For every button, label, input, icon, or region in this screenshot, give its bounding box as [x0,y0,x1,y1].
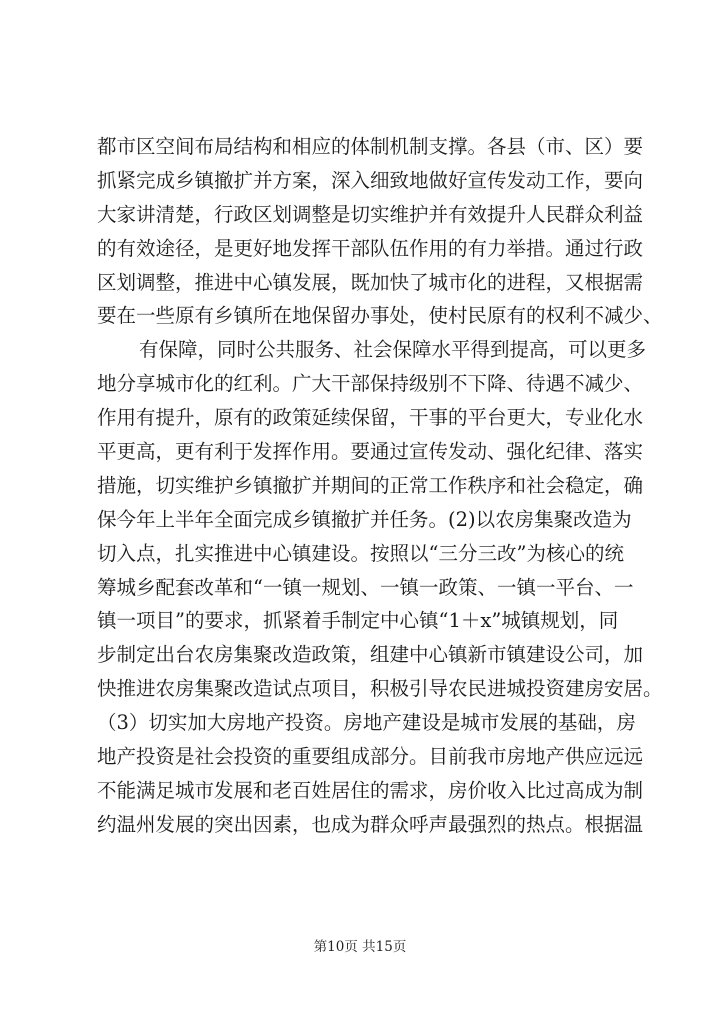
text-line: 区划调整，推进中心镇发展，既加快了城市化的进程，又根据需 [97,270,644,294]
page-number: 第10页 共15页 [313,939,407,955]
text-line: 地分享城市化的红利。广大干部保持级别不下降、待遇不减少、 [97,372,644,396]
text-line: 的有效途径，是更好地发挥干部队伍作用的有力举措。通过行政 [97,236,644,260]
text-line: 约温州发展的突出因素，也成为群众呼声最强烈的热点。根据温 [97,812,644,836]
text-line: 镇一项目”的要求，抓紧着手制定中心镇“1＋x”城镇规划，同 [97,609,619,633]
text-line: 措施，切实维护乡镇撤扩并期间的正常工作秩序和社会稳定，确 [97,473,644,497]
text-line: 大家讲清楚，行政区划调整是切实维护并有效提升人民群众利益 [97,202,644,226]
text-line: 地产投资是社会投资的重要组成部分。目前我市房地产供应远远 [97,745,644,769]
text-line: 保今年上半年全面完成乡镇撤扩并任务。(2)以农房集聚改造为 [97,507,632,531]
text-line: 快推进农房集聚改造试点项目，积极引导农民进城投资建房安居。 [97,677,663,701]
text-line: 作用有提升，原有的政策延续保留，干事的平台更大，专业化水 [97,406,644,430]
text-line: 筹城乡配套改革和“一镇一规划、一镇一政策、一镇一平台、一 [97,575,634,599]
text-line: 切入点，扎实推进中心镇建设。按照以“三分三改”为核心的统 [97,541,624,565]
text-line: （3）切实加大房地产投资。房地产建设是城市发展的基础，房 [97,711,636,735]
text-line: 都市区空间布局结构和相应的体制机制支撑。各县（市、区）要 [97,135,644,158]
text-line: 抓紧完成乡镇撤扩并方案，深入细致地做好宣传发动工作，要向 [97,168,644,192]
text-line: 平更高，更有利于发挥作用。要通过宣传发动、强化纪律、落实 [97,440,644,464]
body-text [97,130,663,842]
text-line: 有保障，同时公共服务、社会保障水平得到提高，可以更多 [139,338,647,362]
text-line: 要在一些原有乡镇所在地保留办事处，使村民原有的权利不减少、 [97,304,663,328]
page-footer [0,935,720,955]
text-line: 步制定出台农房集聚改造政策，组建中心镇新市镇建设公司，加 [97,643,644,667]
text-line: 不能满足城市发展和老百姓居住的需求，房价收入比过高成为制 [97,778,644,802]
